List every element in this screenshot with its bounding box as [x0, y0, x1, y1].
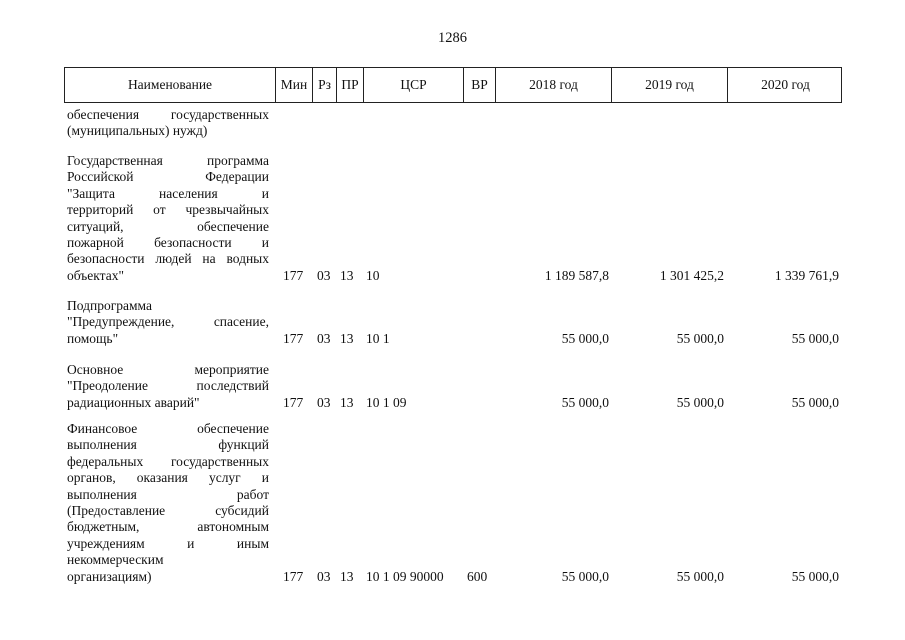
row-name-line: органов, оказания услуг и	[67, 470, 269, 486]
row-name-line: Государственная программа	[67, 153, 269, 168]
row-name-line: Подпрограмма	[67, 298, 152, 313]
row-name-line: бюджетным, автономным	[67, 519, 269, 535]
header-2018: 2018 год	[496, 68, 612, 102]
cell-pr: 13	[340, 330, 354, 346]
header-2019: 2019 год	[612, 68, 728, 102]
cell-rz: 03	[317, 330, 331, 346]
header-pr: ПР	[337, 68, 364, 102]
header-2020: 2020 год	[761, 77, 810, 92]
row-name-line: пожарной безопасности и	[67, 235, 269, 251]
row-name	[67, 362, 269, 411]
page-number: 1286	[438, 30, 467, 46]
row-name-line: федеральных государственных	[67, 453, 269, 469]
row-name-line: организациям)	[67, 568, 152, 584]
row-name	[67, 153, 269, 284]
cell-y2018: 55 000,0	[561, 330, 609, 346]
cell-rz: 03	[317, 394, 331, 410]
cell-min: 177	[283, 394, 304, 410]
cell-y2018: 1 189 587,8	[544, 267, 609, 283]
cell-csr: 10 1	[366, 330, 390, 346]
header-min: Мин	[276, 68, 313, 102]
header-csr: ЦСР	[364, 68, 464, 102]
row-name-line: помощь"	[67, 330, 119, 346]
cell-y2019: 55 000,0	[676, 394, 724, 410]
cell-y2019: 55 000,0	[676, 568, 724, 584]
row-name-line: "Преодоление последствий	[67, 378, 269, 394]
row-name-line: "Защита населения и	[67, 185, 269, 201]
cell-csr: 10 1 09 90000	[366, 568, 444, 584]
header-name: Наименование	[65, 68, 276, 102]
row-name	[67, 298, 269, 347]
cell-pr: 13	[340, 394, 354, 410]
cell-min: 177	[283, 568, 304, 584]
table-header	[64, 67, 842, 103]
cell-y2018: 55 000,0	[561, 394, 609, 410]
row-name	[67, 421, 269, 585]
row-name-line: территорий от чрезвычайных	[67, 202, 269, 218]
cell-y2020: 55 000,0	[791, 330, 839, 346]
row-name-line: безопасности людей на водных	[67, 251, 269, 267]
row-name-line: Финансовое обеспечение	[67, 421, 269, 436]
cell-csr: 10	[366, 267, 380, 283]
row-name-line: Российской Федерации	[67, 169, 269, 185]
row-name-line: некоммерческим	[67, 552, 164, 568]
row-name-line: радиационных аварий"	[67, 394, 200, 410]
cell-csr: 10 1 09	[366, 394, 407, 410]
cell-y2020: 55 000,0	[791, 394, 839, 410]
cell-y2018: 55 000,0	[561, 568, 609, 584]
header-vr: ВР	[464, 68, 496, 102]
row-name-line: объектах"	[67, 267, 124, 283]
cell-rz: 03	[317, 568, 331, 584]
cell-pr: 13	[340, 568, 354, 584]
row-name	[67, 107, 269, 140]
row-name-line: выполнения функций	[67, 437, 269, 453]
row-name-line: учреждениям и иным	[67, 535, 269, 551]
row-name-line: Основное мероприятие	[67, 362, 269, 377]
row-name-line: ситуаций, обеспечение	[67, 218, 269, 234]
cell-pr: 13	[340, 267, 354, 283]
row-name-line: обеспечения государственных	[67, 107, 269, 122]
cell-min: 177	[283, 330, 304, 346]
header-rz: Рз	[313, 68, 337, 102]
cell-y2019: 55 000,0	[676, 330, 724, 346]
row-name-line: выполнения работ	[67, 486, 269, 502]
row-name-line: (Предоставление субсидий	[67, 503, 269, 519]
cell-min: 177	[283, 267, 304, 283]
cell-rz: 03	[317, 267, 331, 283]
row-name-line: (муниципальных) нужд)	[67, 123, 208, 139]
cell-y2020: 55 000,0	[791, 568, 839, 584]
row-name-line: "Предупреждение, спасение,	[67, 314, 269, 330]
cell-y2019: 1 301 425,2	[659, 267, 724, 283]
cell-vr: 600	[467, 568, 488, 584]
cell-y2020: 1 339 761,9	[774, 267, 839, 283]
